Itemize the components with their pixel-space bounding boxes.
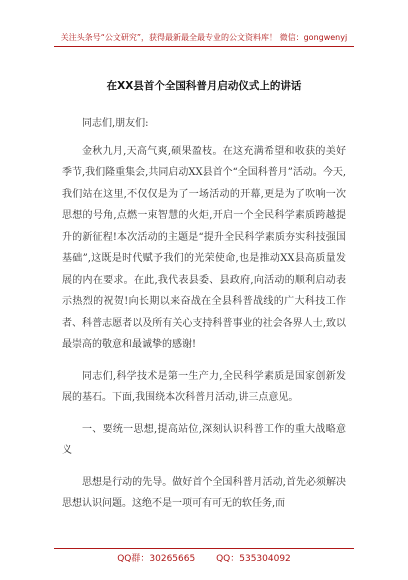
footer-contact bbox=[0, 551, 408, 564]
document-title: 在XX县首个全国科普月启动仪式上的讲话 bbox=[106, 80, 302, 92]
paragraph-opening: 金秋九月,天高气爽,硕果盈枝。在这充满希望和收获的美好季节,我们隆重集会,共同启动XX县首个“全国科普月”活动。今天,我们站在这里,不仅仅是为了一场活动的开幕,更是为了吹响一次思想的号角,点燃一束智慧的火炬,开启一个全民科学素质跨越提升的新征程!本次活动的主题是“提升全民科学素质夯实科技强国基础”,这既是时代赋予我们的光荣使命,也是推动XX县高质量发展的内在要求。在此,我代表县委、县政府,向活动的顺利启动表示热烈的祝贺!向长期以来奋战在全县科普战线的广大科技工作者、科普志愿者以及所有关心支持科普事业的社会各界人士,致以最崇高的敬意和最诚挚的感谢! bbox=[62, 145, 346, 350]
paragraph-intro-points: 同志们,科学技术是第一生产力,全民科学素质是国家创新发展的基石。下面,我围绕本次科普月活动,讲三点意见。 bbox=[62, 370, 346, 403]
paragraph-section-1: 思想是行动的先导。做好首个全国科普月活动,首先必须解决思想认识问题。这绝不是一项可有可无的软任务,而 bbox=[62, 476, 346, 509]
document-body bbox=[62, 113, 346, 525]
footer-qq-number: QQ：535304092 bbox=[216, 554, 291, 564]
footer-divider bbox=[54, 548, 354, 549]
greeting: 同志们,朋友们: bbox=[82, 118, 149, 129]
header-divider bbox=[54, 46, 354, 47]
footer-qq-group: QQ群：30265665 bbox=[117, 554, 196, 564]
section-heading-1: 一、要统一思想,提高站位,深刻认识科普工作的重大战略意义 bbox=[62, 423, 346, 456]
header-banner: 关注头条号“公文研究”，获得最新最全最专业的公文资料库！ 微信：gongwenyj bbox=[60, 33, 348, 42]
